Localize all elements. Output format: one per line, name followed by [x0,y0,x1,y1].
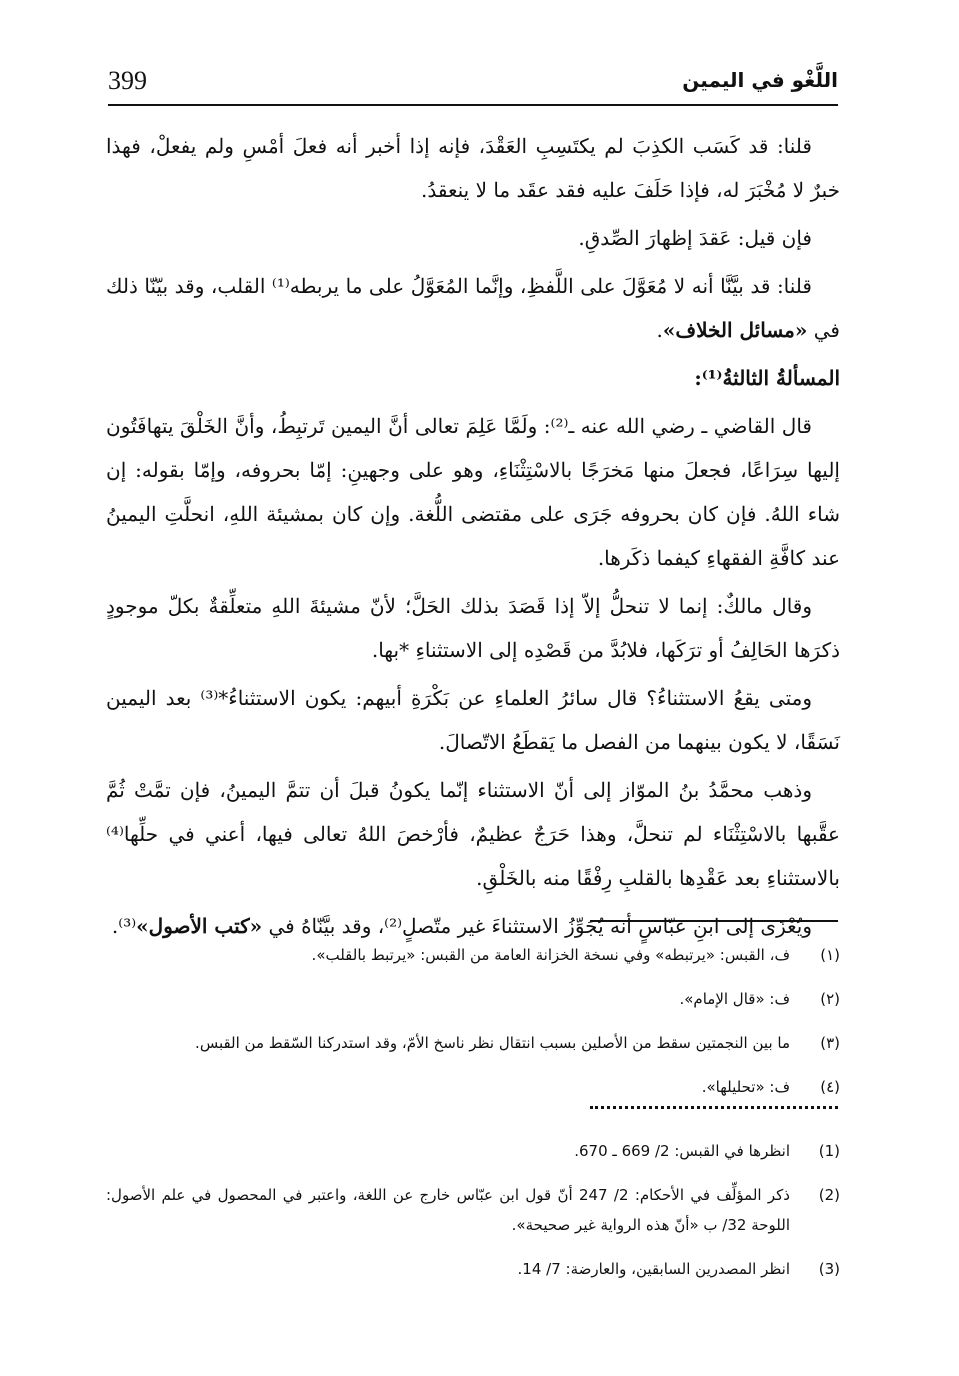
footnote-number: (١) [820,946,840,964]
footnote-text: ذكر المؤلِّف في الأحكام: 2/ 247 أنّ قول ابن عبّاس خارج عن اللغة، واعتبر في المحصول في علم الأصول: اللوحة 32/ ب «أنّ هذه الرواية غير صحيحة». [106,1186,790,1234]
paragraph-3 [106,264,840,352]
footnote [106,1136,840,1166]
book-reference-2: «كتب الأصول» [136,914,263,938]
footnotes-manuscript [106,940,840,1116]
footnote-text: ف: «قال الإمام». [679,990,790,1008]
page-number: 399 [108,66,147,95]
dotted-separator [590,1106,838,1109]
paragraph-3-text: قلنا: قد بيَّنَّا أنه لا مُعَوَّلَ على اللَّفظِ، وإنَّما المُعَوَّلُ على ما يربطه⁽¹⁾ القلب، وقد بيّنّا ذلك في [106,274,840,342]
footnote-number: (1) [818,1142,840,1160]
footnote [106,1028,840,1058]
footnote-text: انظر المصدرين السابقين، والعارضة: 7/ 14. [517,1260,790,1278]
footnote-text: ما بين النجمتين سقط من الأصلين بسبب انتقال نظر ناسخ الأمّ، وقد استدركنا السّقط من القبس. [195,1034,790,1052]
paragraph-3-end: . [656,318,663,342]
paragraph-6: ومتى يقعُ الاستثناءُ؟ قال سائرُ العلماءِ عن بَكْرَةِ أبيهم: يكون الاستثناءُ*⁽³⁾ بعد اليمين نَسَقًا، لا يكون بينهما من الفصل ما يَقطَعُ الاتّصالَ. [106,686,840,754]
footnote [106,1072,840,1102]
footnote-text: انظرها في القبس: 2/ 669 ـ 670. [574,1142,790,1160]
footnote-text: ف: «تحليلها». [701,1078,790,1096]
footnote [106,984,840,1014]
paragraph-8-end: ⁽³⁾. [111,914,137,938]
book-reference: «مسائل الخلاف» [662,318,808,342]
paragraph-8-text: ويُعْزَى إلى ابنِ عبّاسٍ أنه يُجَوِّزُ الاستثناءَ غير متّصلٍ⁽²⁾، وقد بيَّنّاهُ في [262,914,812,938]
section-heading: المسألةُ الثالثةُ⁽¹⁾: [694,366,840,390]
header-rule [108,104,838,106]
paragraph-1: قلنا: قد كَسَب الكذِبَ لم يكتَسِبِ العَقْدَ، فإنه إذا أخبر أنه فعلَ أمْسِ ولم يفعلْ، فهذا خبرٌ لا مُخْبَرَ له، فإذا حَلَفَ عليه فقد عقَد ما لا ينعقدُ. [106,134,840,202]
footnote [106,1180,840,1240]
running-title: اللَّغْو في اليمين [682,68,838,92]
footnote-text: ف، القبس: «يرتبطه» وفي نسخة الخزانة العامة من القبس: «يرتبط بالقلب». [311,946,790,964]
footnote-rule [590,920,838,922]
footnote-number: (٤) [820,1078,840,1096]
footnote-number: (٣) [820,1034,840,1052]
footnotes-editor [106,1136,840,1298]
footnote-number: (3) [818,1260,840,1278]
footnote-number: (2) [818,1186,840,1204]
footnote [106,940,840,970]
paragraph-5: وقال مالكٌ: إنما لا تنحلُّ إلاّ إذا قَصَدَ بذلك الحَلَّ؛ لأنّ مشيئةَ اللهِ متعلِّقةٌ بكلّ موجودٍ ذكرَها الحَالِفُ أو ترَكَها، فلابُدَّ من قَصْدِه إلى الاستثناءِ *بها. [106,594,840,662]
paragraph-7: وذهب محمَّدُ بنُ الموّاز إلى أنّ الاستثناء إنّما يكونُ قبلَ أن تتمَّ اليمينُ، فإن تمَّتْ ثُمَّ عقَّبها بالاسْتِثْنَاء لم تنحلَّ، وهذا حَرَجٌ عظيمٌ، فأرْخصَ اللهُ تعالى فيها، أعني في حلِّها⁽⁴⁾ بالاستثناءِ بعد عَقْدِها بالقلبِ رِفْقًا منه بالخَلْقِ. [106,778,840,890]
main-text [106,124,840,952]
paragraph-2: فإن قيل: عَقدَ إظهارَ الصِّدقِ. [578,226,812,250]
page-header [108,62,838,102]
paragraph-4: قال القاضي ـ رضي الله عنه ـ⁽²⁾: ولَمَّا عَلِمَ تعالى أنَّ اليمين تَرتبِطُ، وأنَّ الخَلْقَ يتهافَتُون إليها سِرَاعًا، فجعلَ منها مَخرَجًا بالاسْتِثْنَاءِ، وهو على وجهينِ: إمّا بحروفه، وإمّا بقوله: إن شاء اللهُ. فإن كان بحروفه جَرَى على مقتضى اللُّغة. وإن كان بمشيئة اللهِ، انحلَّتِ اليمينُ عند كافَّةِ الفقهاءِ كيفما ذكَرها. [106,414,840,570]
footnote [106,1254,840,1284]
footnote-number: (٢) [820,990,840,1008]
